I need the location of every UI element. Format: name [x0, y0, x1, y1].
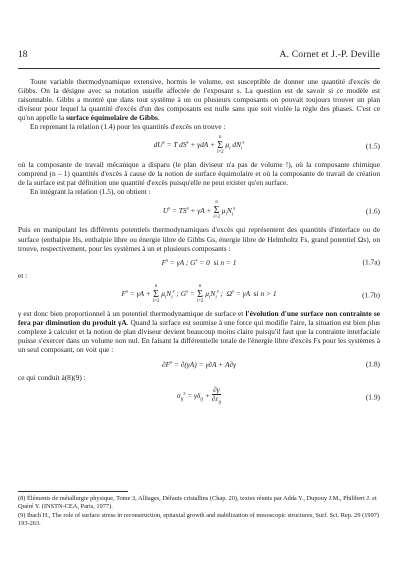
- equation-1-7b: $F^s = \gamma A + n$ Σ i=2 $\mu_iN_i^s$ ; $G^s = n$ Σ i=2 $\mu_iN_i^s$ ; $\Omega^s = \gamma A$ si n > 1 (1.7b): [121, 284, 380, 305]
- paragraph-explanation: où la composante de travail mécanique a disparu (le plan diviseur n'a pas de volume !), où la composante chimique comprend (n – 1) quantités d'excès à cause de la notion de surface équimolaire et où la composante de travail de création de la surface est par définition une quantité d'excès puisqu'elle ne peut exister qu'en surface.: [18, 160, 380, 188]
- paragraph-leads-to: ce qui conduit à(8)(9) :: [18, 372, 86, 382]
- paragraph-potentials: Puis en manipulant les différents potentiels thermodynamiques d'excès qui représentent des quantités d'interface ou de surface (enthalpie Hs, enthalpie libre ou énergie libre de Gibbs Gs, énergie libre de Helmholtz Fs, grand potentiel Ωs), on trouve, respectivement, pour les systèmes à un et plusieurs composants :: [18, 225, 380, 253]
- footnote-rule: [18, 491, 128, 492]
- paragraph-relation-intro: En reprenant la relation (1.4) pour les quantités d'excès on trouve :: [30, 122, 226, 132]
- equation-number: (1.7a): [362, 257, 380, 267]
- term-equimolar-surface: surface équimolaire de Gibbs: [66, 113, 158, 123]
- paragraph-integration: En intégrant la relation (1.5), on obtient :: [30, 187, 151, 197]
- equation-number: (1.6): [365, 206, 380, 216]
- equation-number: (1.8): [365, 359, 380, 369]
- footnote-8: (8) Éléments de métallurgie physique, Tome 3, Alliages, Défauts cristallins (Chap. 20), textes réunis par Adda Y., Dupouy J.M., Philibert J. et Quéré Y. (INSTN-CEA, Paris, 1977).: [18, 495, 377, 511]
- equation-number: (1.7b): [362, 290, 380, 300]
- equation-1-7a: $F^s = \gamma A$ ; $G^s = 0$ si n = 1 (1.7a): [161, 257, 380, 268]
- page-number: 18: [18, 50, 28, 60]
- equation-1-8: $\partial F^s = \partial(\gamma A) = \gamma\partial A + A\partial\gamma$ (1.8): [161, 359, 380, 369]
- paragraph-gibbs-excess: Toute variable thermodynamique extensive, hormis le volume, est susceptible de donner une quantité d'excès de Gibbs. On la désigne avec sa notation usuelle affectée de l'exposant s. La question est de savoir si ce modèle est raisonnable. Gibbs a montré que dans tout système à un ou plusieurs composants on pouvait toujours trouver un plan diviseur pour lequel la quantité d'excès d'un des composants est nulle sans que soit violée la règle des phases. C'est ce qu'on appelle la surface équimolaire de Gibbs.: [18, 77, 380, 123]
- equation-number: (1.9): [365, 392, 380, 402]
- key-statement: l'évolution d'une surface non contrainte se fera par diminution du produit γA: [18, 309, 380, 328]
- label-et: et :: [18, 271, 28, 281]
- equation-1-5: $dU^s = T$ $dS^s + \gamma dA + n$ Σ i=2 $\mu_i$ $dN_i^s$ (1.5): [153, 135, 380, 156]
- footnote-9: (9) Ibach H., The role of surface stress in reconstruction, epitaxial growth and stabilization of mesoscopic structures, Surf. Sci. Rep. 29 (1997) 193-263.: [18, 511, 380, 527]
- equation-1-6: $U^s = TS^s + \gamma A + n$ Σ i=2 $\mu_iN_i^s$ (1.6): [162, 200, 380, 221]
- equation-1-9: $\sigma_{ij}^s = \gamma\delta_{ij}$ + $\frac{\partial\gamma}{\partial\varepsilon_{ij}}$ (1.9): [176, 384, 380, 406]
- footnotes: [18, 495, 380, 528]
- running-head-authors: A. Cornet et J.-P. Deville: [279, 50, 380, 60]
- equation-number: (1.5): [365, 141, 380, 151]
- header-rule: [18, 68, 380, 69]
- paragraph-surface-evolution: γ est donc bien proportionnel à un potentiel thermodynamique de surface et l'évolution d'une surface non contrainte se fera par diminution du produit γA. Quand la surface est soumise à une force qui modifie l'aire, la situation est bien plus complexe à calculer et la notion de plan diviseur devient beaucoup moins claire puisqu'il faut que la contrainte interfaciale puisse s'exercer dans un volume non nul. En faisant la différentielle totale de l'énergie libre d'excès Fs pour les systèmes à un seul composant, on voit que :: [18, 309, 380, 355]
- page-header: [18, 50, 380, 64]
- body-text: [18, 77, 380, 411]
